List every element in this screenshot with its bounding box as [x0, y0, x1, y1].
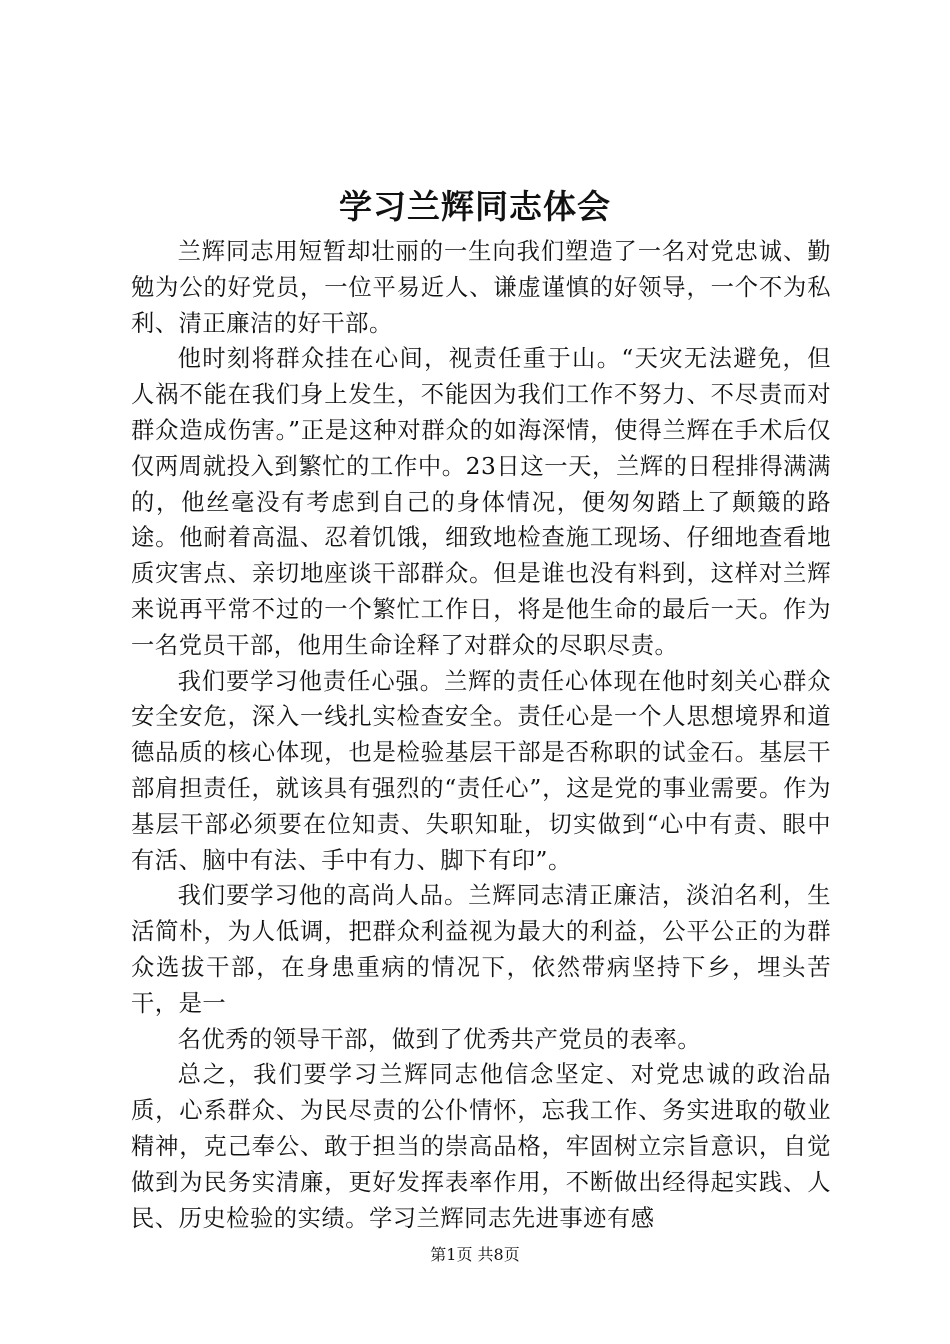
page-number-footer: 第1页 共8页: [430, 1245, 520, 1264]
paragraph-2: 他时刻将群众挂在心间，视责任重于山。“天灾无法避免，但人祸不能在我们身上发生，不能因为我们工作不努力、不尽责而对群众造成伤害。”正是这种对群众的如海深情，使得兰辉在手术后仅仅两周就投入到繁忙的工作中。23日这一天，兰辉的日程排得满满的，他丝毫没有考虑到自己的身体情况，便匆匆踏上了颠簸的路途。他耐着高温、忍着饥饿，细致地检查施工现场、仔细地查看地质灾害点、亲切地座谈干部群众。但是谁也没有料到，这样对兰辉来说再平常不过的一个繁忙工作日，将是他生命的最后一天。作为一名党员干部，他用生命诠释了对群众的尽职尽责。: [131, 345, 831, 659]
document-title: 学习兰辉同志体会: [339, 187, 611, 226]
document-body: [131, 234, 831, 1236]
paragraph-4: 我们要学习他的高尚人品。兰辉同志清正廉洁，淡泊名利，生活简朴，为人低调，把群众利益视为最大的利益，公平公正的为群众选拔干部，在身患重病的情况下，依然带病坚持下乡，埋头苦干，是一: [131, 882, 831, 1017]
paragraph-5: 名优秀的领导干部，做到了优秀共产党员的表率。: [177, 1025, 702, 1053]
paragraph-1: 兰辉同志用短暂却壮丽的一生向我们塑造了一名对党忠诚、勤勉为公的好党员，一位平易近人、谦虚谨慎的好领导，一个不为私利、清正廉洁的好干部。: [131, 238, 831, 337]
paragraph-3: 我们要学习他责任心强。兰辉的责任心体现在他时刻关心群众安全安危，深入一线扎实检查安全。责任心是一个人思想境界和道德品质的核心体现，也是检验基层干部是否称职的试金石。基层干部肩担责任，就该具有强烈的“责任心”，这是党的事业需要。作为基层干部必须要在位知责、失职知耻，切实做到“心中有责、眼中有活、脑中有法、手中有力、脚下有印”。: [131, 667, 831, 874]
paragraph-6: 总之，我们要学习兰辉同志他信念坚定、对党忠诚的政治品质，心系群众、为民尽责的公仆情怀，忘我工作、务实进取的敬业精神，克己奉公、敢于担当的崇高品格，牢固树立宗旨意识，自觉做到为民务实清廉，更好发挥表率作用，不断做出经得起实践、人民、历史检验的实绩。学习兰辉同志先进事迹有感: [131, 1061, 831, 1232]
